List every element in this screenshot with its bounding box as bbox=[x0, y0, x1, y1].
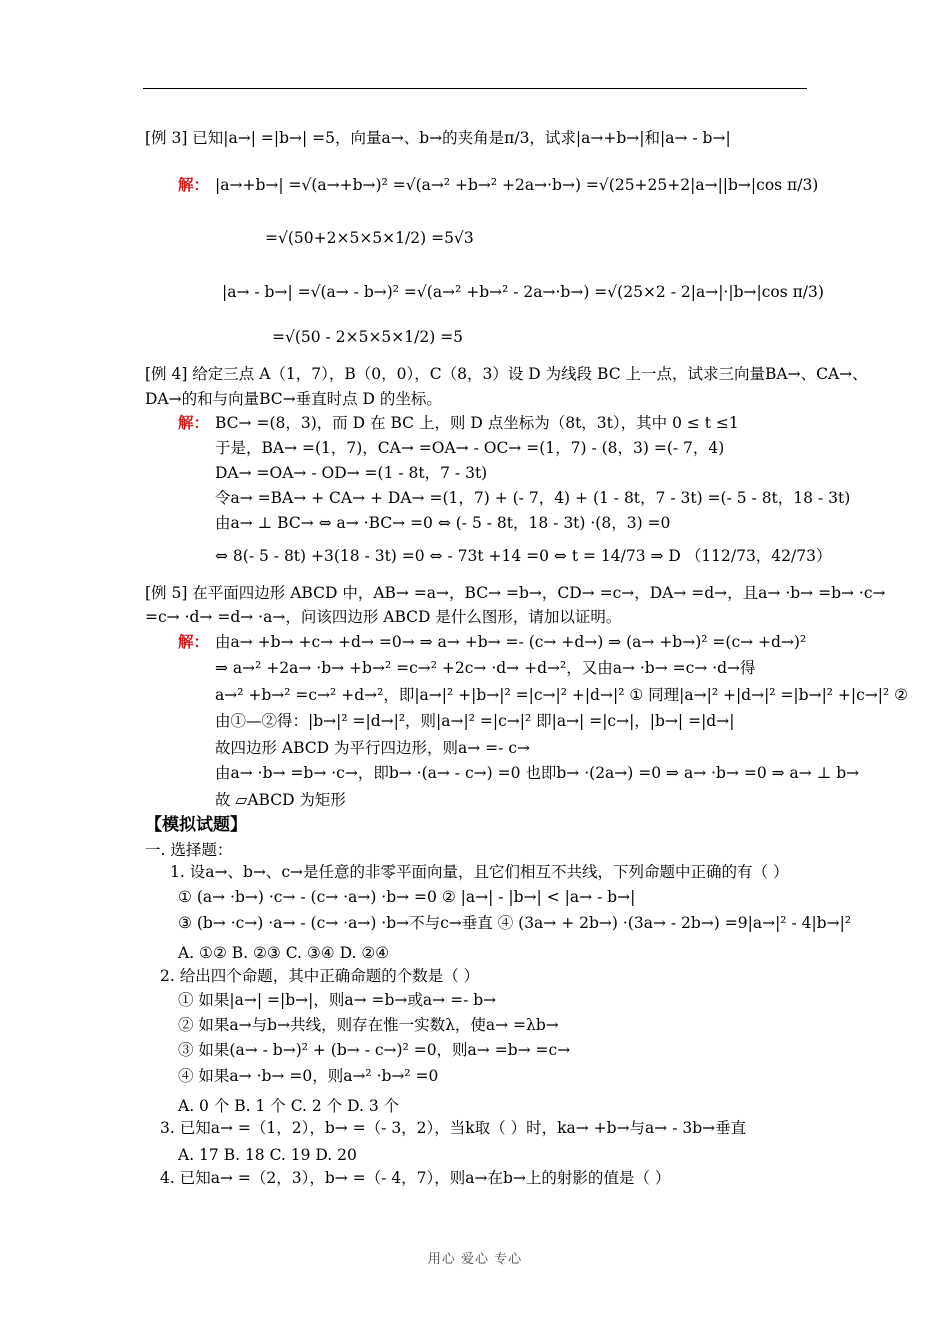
line-e3-s4: =√(50 - 2×5×5×1/2) =5 bbox=[272, 328, 464, 346]
line-e4-q2: DA→的和与向量BC→垂直时点 D 的坐标。 bbox=[145, 390, 442, 408]
line-e4-s3: DA→ =OA→ - OD→ =(1 - 8t，7 - 3t) bbox=[215, 464, 488, 482]
line-p2-5: ④ 如果a→ ·b→ =0，则a→² ·b→² =0 bbox=[178, 1067, 439, 1085]
line-e5-s4: 由①—②得：|b→|² =|d→|²，则|a→|² =|c→|² 即|a→| =|c→|，|b→| =|d→| bbox=[215, 712, 735, 730]
line-e5-s7: 故 ▱ABCD 为矩形 bbox=[215, 791, 346, 809]
line-e5-q2: =c→ ·d→ =d→ ·a→，问该四边形 ABCD 是什么图形，请加以证明。 bbox=[145, 608, 622, 626]
line-p2-4: ③ 如果(a→ - b→)² + (b→ - c→)² =0，则a→ =b→ =c→ bbox=[178, 1041, 571, 1059]
line-e5-q1: [例 5] 在平面四边形 ABCD 中，AB→ =a→，BC→ =b→，CD→ =c→，DA→ =d→，且a→ ·b→ =b→ ·c→ bbox=[145, 584, 886, 602]
line-e4-s6: ⇔ 8(- 5 - 8t) +3(18 - 3t) =0 ⇔ - 73t +14 =0 ⇔ t = 14/73 ⇒ D （112/73，42/73） bbox=[215, 547, 832, 565]
line-p2-1: 2. 给出四个命题，其中正确命题的个数是（ ） bbox=[160, 967, 480, 985]
line-p2-6: A. 0 个 B. 1 个 C. 2 个 D. 3 个 bbox=[178, 1097, 400, 1115]
solution-label-e3: 解： bbox=[178, 175, 210, 194]
section-heading: 【模拟试题】 bbox=[145, 815, 247, 835]
line-p1-1: 1. 设a→、b→、c→是任意的非零平面向量，且它们相互不共线，下列命题中正确的有（ ） bbox=[170, 863, 789, 881]
line-e5-s1: 由a→ +b→ +c→ +d→ =0→ ⇒ a→ +b→ =- (c→ +d→) ⇒ (a→ +b→)² =(c→ +d→)² bbox=[215, 633, 807, 651]
line-e5-s6: 由a→ ·b→ =b→ ·c→，即b→ ·(a→ - c→) =0 也即b→ ·(2a→) =0 ⇒ a→ ·b→ =0 ⇒ a→ ⊥ b→ bbox=[215, 764, 860, 782]
header-rule bbox=[143, 88, 807, 89]
line-e5-s2: ⇒ a→² +2a→ ·b→ +b→² =c→² +2c→ ·d→ +d→²，又由a→ ·b→ =c→ ·d→得 bbox=[215, 659, 756, 677]
line-p1-4: A. ①② B. ②③ C. ③④ D. ②④ bbox=[178, 944, 390, 962]
line-e5-s5: 故四边形 ABCD 为平行四边形，则a→ =- c→ bbox=[215, 739, 530, 757]
line-e3-s3: |a→ - b→| =√(a→ - b→)² =√(a→² +b→² - 2a→·b→) =√(25×2 - 2|a→|·|b→|cos π/3) bbox=[222, 283, 824, 301]
line-e3-s2: =√(50+2×5×5×1/2) =5√3 bbox=[265, 229, 474, 247]
line-e4-s5: 由a→ ⊥ BC→ ⇔ a→ ·BC→ =0 ⇔ (- 5 - 8t，18 - 3t) ·(8，3) =0 bbox=[215, 514, 671, 532]
line-e4-s2: 于是，BA→ =(1，7)，CA→ =OA→ - OC→ =(1，7) - (8，3) =(- 7，4) bbox=[215, 439, 725, 457]
line-p1-3: ③ (b→ ·c→) ·a→ - (c→ ·a→) ·b→不与c→垂直 ④ (3a→ + 2b→) ·(3a→ - 2b→) =9|a→|² - 4|b→|² bbox=[178, 914, 852, 932]
line-e4-q1: [例 4] 给定三点 A（1，7），B（0，0），C（8，3）设 D 为线段 BC 上一点，试求三向量BA→、CA→、 bbox=[145, 365, 868, 383]
line-e4-s4: 令a→ =BA→ + CA→ + DA→ =(1，7) + (- 7，4) + (1 - 8t，7 - 3t) =(- 5 - 8t，18 - 3t) bbox=[215, 489, 851, 507]
line-p1-2: ① (a→ ·b→) ·c→ - (c→ ·a→) ·b→ =0 ② |a→| - |b→| < |a→ - b→| bbox=[178, 888, 636, 906]
line-p4-1: 4. 已知a→ =（2，3），b→ =（- 4，7），则a→在b→上的射影的值是（ ） bbox=[160, 1169, 671, 1187]
solution-label-e4: 解： bbox=[178, 413, 210, 432]
line-p2-2: ① 如果|a→| =|b→|，则a→ =b→或a→ =- b→ bbox=[178, 991, 497, 1009]
line-e4-s1: BC→ =(8，3)，而 D 在 BC 上，则 D 点坐标为（8t，3t），其中 0 ≤ t ≤1 bbox=[215, 414, 739, 432]
line-e3-q: [例 3] 已知|a→| =|b→| =5，向量a→、b→的夹角是π/3，试求|a→+b→|和|a→ - b→| bbox=[145, 129, 731, 147]
line-e5-s3: a→² +b→² =c→² +d→²，即|a→|² +|b→|² =|c→|² +|d→|² ① 同理|a→|² +|d→|² =|b→|² +|c→|² ② bbox=[215, 686, 909, 704]
line-p3-2: A. 17 B. 18 C. 19 D. 20 bbox=[178, 1146, 357, 1164]
solution-label-e5: 解： bbox=[178, 632, 210, 651]
section-subheading: 一. 选择题： bbox=[145, 841, 233, 859]
page-footer: 用心 爱心 专心 bbox=[427, 1252, 523, 1267]
line-p3-1: 3. 已知a→ =（1，2），b→ =（- 3，2），当k取（ ）时，ka→ +b→与a→ - 3b→垂直 bbox=[160, 1119, 747, 1137]
line-p2-3: ② 如果a→与b→共线，则存在惟一实数λ，使a→ =λb→ bbox=[178, 1016, 559, 1034]
line-e3-s1: |a→+b→| =√(a→+b→)² =√(a→² +b→² +2a→·b→) =√(25+25+2|a→||b→|cos π/3) bbox=[215, 176, 819, 194]
